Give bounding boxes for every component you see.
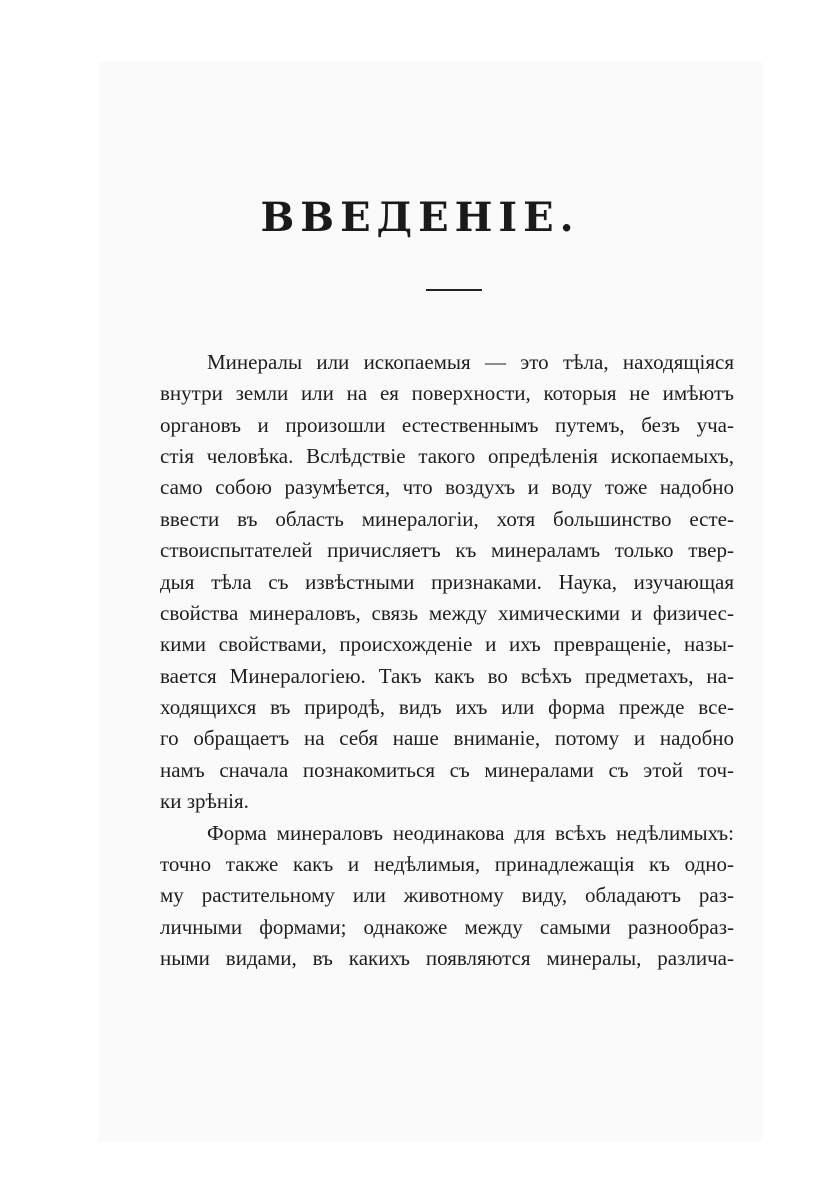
text-line: Форма минераловъ неодинакова для всѣхъ недѣлимыхъ: bbox=[207, 821, 734, 845]
text-line: ходящихся въ природѣ, видъ ихъ или форма прежде все- bbox=[160, 695, 734, 719]
text-line: стія человѣка. Вслѣдствіе такого опредѣленія ископаемыхъ, bbox=[160, 444, 734, 468]
text-line: го обращаетъ на себя наше вниманіе, потому и надобно bbox=[160, 726, 734, 750]
text-line: само собою разумѣется, что воздухъ и воду тоже надобно bbox=[160, 475, 734, 499]
text-line: намъ сначала познакомиться съ минералами съ этой точ- bbox=[160, 758, 734, 782]
text-line: точно также какъ и недѣлимыя, принадлежащія къ одно- bbox=[160, 852, 734, 876]
text-line: органовъ и произошли естественнымъ путемъ, безъ уча- bbox=[160, 413, 734, 437]
text-line: Минералы или ископаемыя — это тѣла, находящіяся bbox=[207, 350, 734, 374]
text-line: ки зрѣнія. bbox=[160, 789, 249, 813]
text-line: му растительному или животному виду, обладаютъ раз- bbox=[160, 883, 734, 907]
text-line: вается Минералогіею. Такъ какъ во всѣхъ предметахъ, на- bbox=[160, 664, 734, 688]
text-line: ввести въ область минералогіи, хотя большинство есте- bbox=[160, 507, 734, 531]
text-line: внутри земли или на ея поверхности, которыя не имѣютъ bbox=[160, 381, 734, 405]
text-line: ными видами, въ какихъ появляются минералы, различа- bbox=[160, 946, 734, 970]
text-line: дыя тѣла съ извѣстными признаками. Наука, изучающая bbox=[160, 570, 734, 594]
chapter-title: ВВЕДЕНІЕ. bbox=[260, 194, 580, 241]
text-line: свойства минераловъ, связь между химическими и физичес- bbox=[160, 601, 734, 625]
title-divider bbox=[426, 289, 482, 291]
text-line: ствоиспытателей причисляетъ къ минераламъ только твер- bbox=[160, 538, 734, 562]
text-line: кими свойствами, происхожденіе и ихъ превращеніе, назы- bbox=[160, 632, 734, 656]
text-line: личными формами; однакоже между самыми разнообраз- bbox=[160, 915, 734, 939]
